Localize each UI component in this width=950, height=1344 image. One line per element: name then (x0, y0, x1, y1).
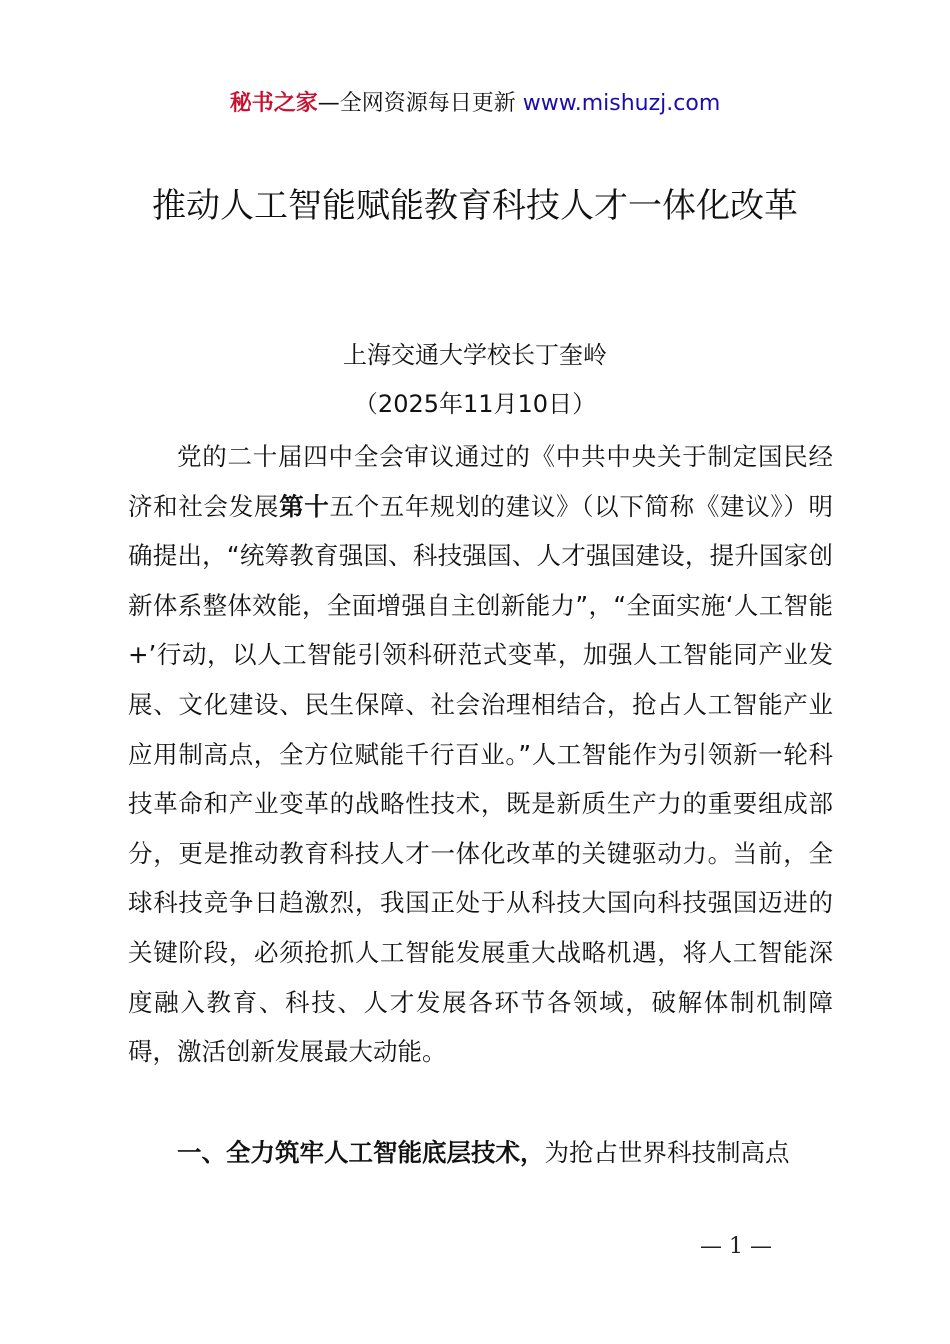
header-tagline: —全网资源每日更新 (317, 91, 516, 116)
brand-name: 秘书之家 (229, 91, 318, 116)
section-heading-rest: 为抢占世界科技制高点 (544, 1138, 790, 1167)
site-header (0, 88, 950, 120)
site-url-link[interactable]: www.mishuzj.com (522, 91, 721, 116)
page-title: 推动人工智能赋能教育科技人才一体化改革 (152, 186, 798, 226)
body-paragraph (128, 432, 833, 1077)
author-line: 上海交通大学校长丁奎岭 (343, 341, 607, 369)
body-text-bold: 第十 (279, 491, 330, 521)
date-line: （2025年11月10日） (353, 390, 597, 418)
page-number: — 1 — (700, 1234, 772, 1259)
body-text-part1: 党的二十届四中全会审议通过的《中共中央关于制定国民经济和社会发展 (128, 442, 833, 521)
body-text-part2: 五个五年规划的建议》（以下简称《建议》）明确提出，“统筹教育强国、科技强国、人才强国建设，提升国家创新体系整体效能，全面增强自主创新能力”，“全面实施‘人工智能+’行动，以人工智能引领科研范式变革，加强人工智能同产业发展、文化建设、民生保障、社会治理相结合，抢占人工智能产业应用制高点，全方位赋能千行百业。”人工智能作为引领新一轮科技革命和产业变革的战略性技术，既是新质生产力的重要组成部分，更是推动教育科技人才一体化改革的关键驱动力。当前，全球科技竞争日趋激烈，我国正处于从科技大国向科技强国迈进的关键阶段，必须抢抓人工智能发展重大战略机遇，将人工智能深度融入教育、科技、人才发展各环节各领域，破解体制机制障碍，激活创新发展最大动能。 (128, 491, 834, 1067)
section-heading-bold: 一、全力筑牢人工智能底层技术， (177, 1138, 545, 1167)
section-heading (128, 1128, 833, 1178)
